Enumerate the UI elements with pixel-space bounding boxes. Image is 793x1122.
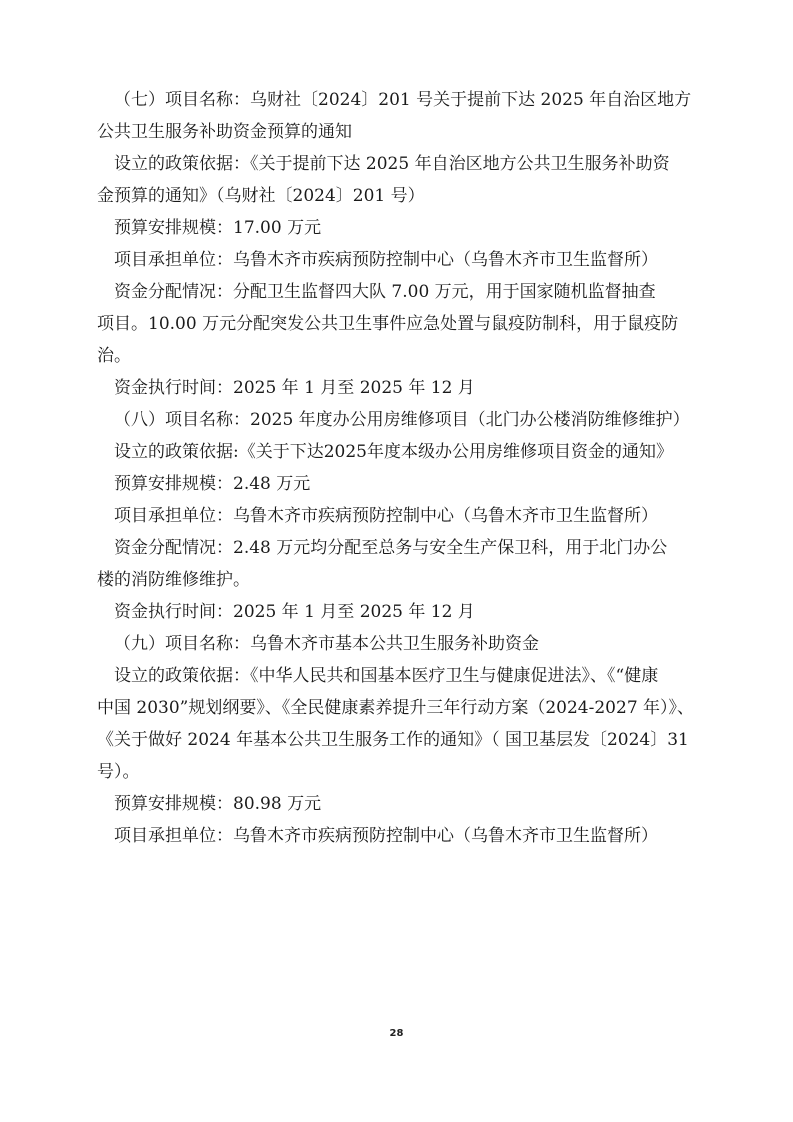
text-line: 预算安排规模：80.98 万元 [114,794,322,814]
text-line: 金预算的通知》（乌财社〔2024〕201 号） [97,186,425,206]
text-line: （八）项目名称：2025 年度办公用房维修项目（北门办公楼消防维修维护） [114,410,690,430]
text-line: 楼的消防维修维护。 [97,570,250,590]
text-line: 治。 [97,346,131,366]
text-line: 资金分配情况：分配卫生监督四大队 7.00 万元，用于国家随机监督抽查 [114,282,656,302]
text-line: 设立的政策依据：《中华人民共和国基本医疗卫生与健康促进法》、《“健康 [114,666,659,686]
text-line: 预算安排规模：17.00 万元 [114,218,322,238]
text-line: 项目承担单位：乌鲁木齐市疾病预防控制中心（乌鲁木齐市卫生监督所） [114,506,658,526]
page-number: 28 [389,1028,404,1039]
text-line: 中国 2030”规划纲要》、《全民健康素养提升三年行动方案（2024-2027 年）》、 [97,698,695,718]
text-line: （七）项目名称：乌财社〔2024〕201 号关于提前下达 2025 年自治区地方 [114,90,692,110]
text-line: 预算安排规模：2.48 万元 [114,474,311,494]
text-line: 设立的政策依据:《关于下达2025年度本级办公用房维修项目资金的通知》 [114,442,673,462]
text-line: 号）。 [97,762,140,782]
text-block [97,84,705,852]
text-line: 项目承担单位：乌鲁木齐市疾病预防控制中心（乌鲁木齐市卫生监督所） [114,826,658,846]
text-line: 项目。10.00 万元分配突发公共卫生事件应急处置与鼠疫防制科，用于鼠疫防 [97,314,679,334]
text-line: 资金执行时间：2025 年 1 月至 2025 年 12 月 [114,602,475,622]
text-line: 设立的政策依据：《关于提前下达 2025 年自治区地方公共卫生服务补助资 [114,154,670,174]
document-body [97,84,705,852]
text-line: 公共卫生服务补助资金预算的通知 [97,122,352,142]
text-line: 资金分配情况：2.48 万元均分配至总务与安全生产保卫科，用于北门办公 [114,538,668,558]
text-line: 资金执行时间：2025 年 1 月至 2025 年 12 月 [114,378,475,398]
text-line: （九）项目名称：乌鲁木齐市基本公共卫生服务补助资金 [114,634,539,654]
text-line: 《关于做好 2024 年基本公共卫生服务工作的通知》（ 国卫基层发〔2024〕31 [97,730,689,750]
text-line: 项目承担单位：乌鲁木齐市疾病预防控制中心（乌鲁木齐市卫生监督所） [114,250,658,270]
